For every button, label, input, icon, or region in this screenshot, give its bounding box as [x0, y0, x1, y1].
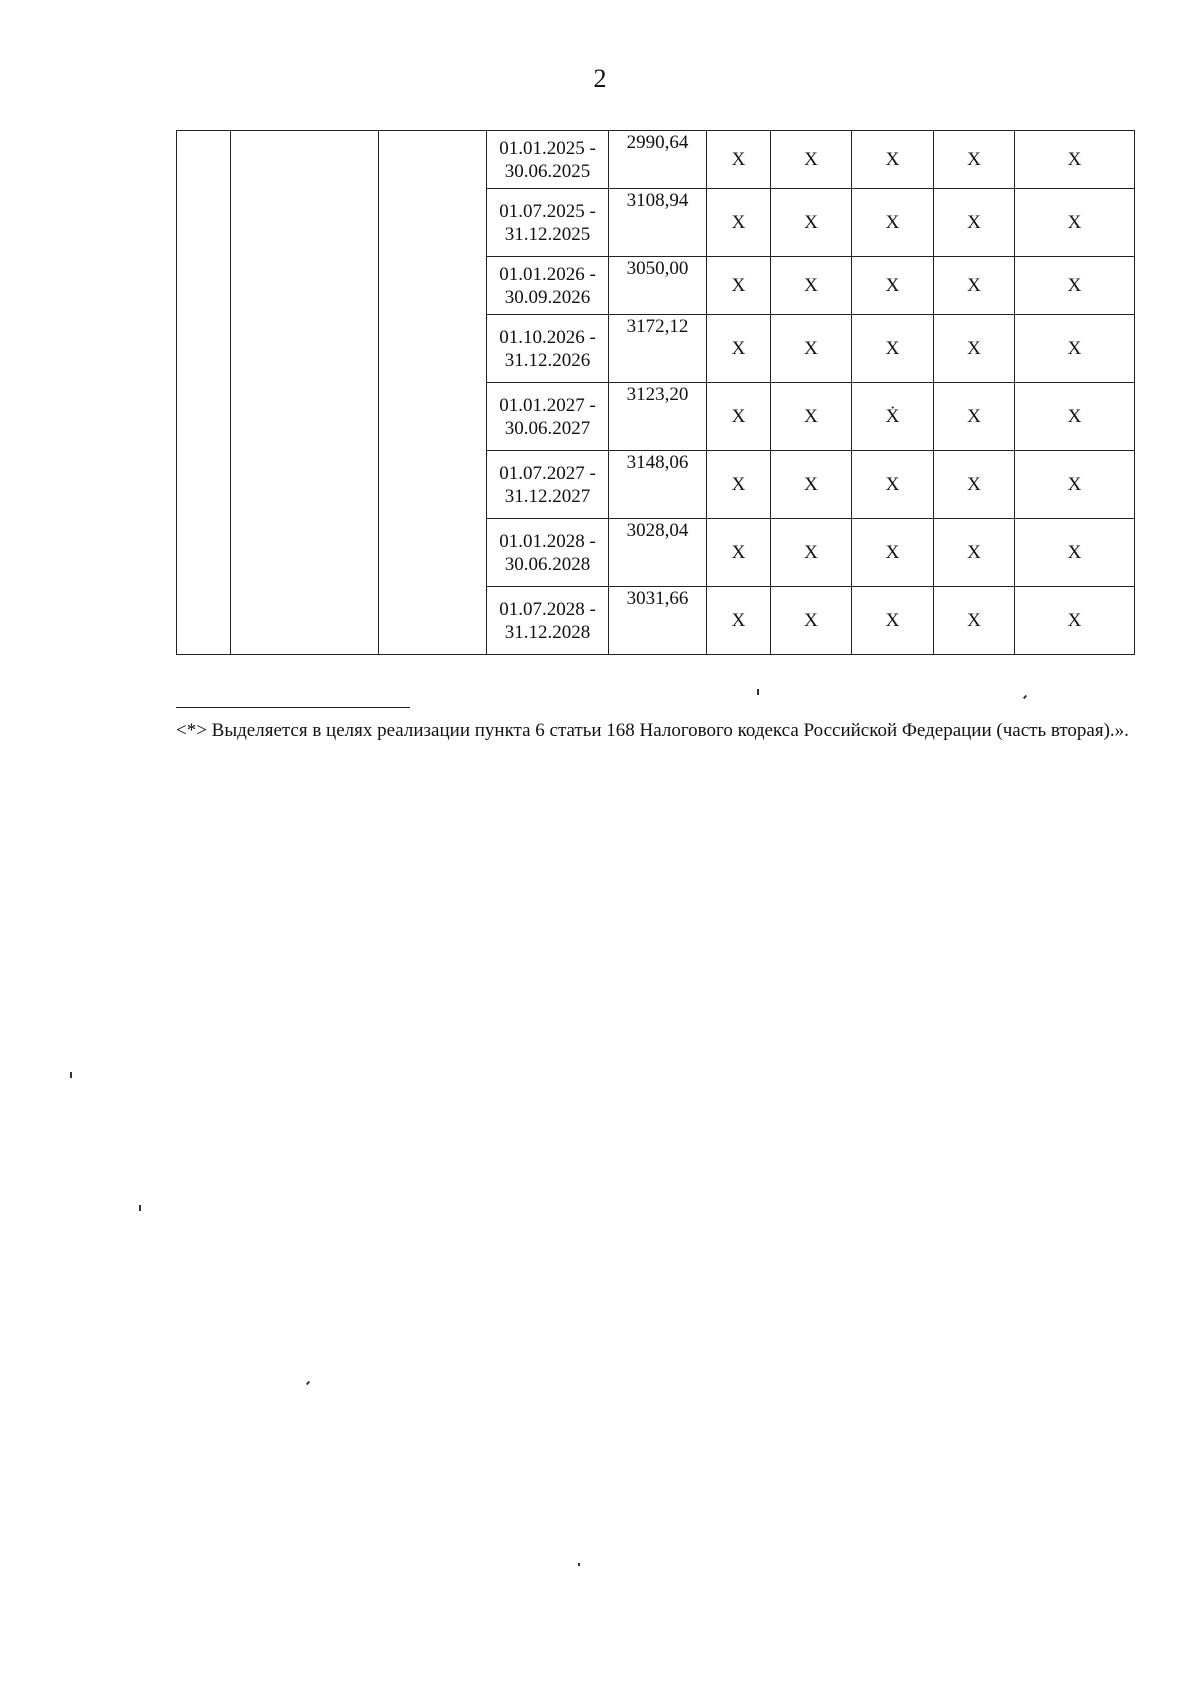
scan-speck: [70, 1072, 72, 1078]
scan-speck: [578, 1563, 580, 1566]
period-end: 31.12.2028: [504, 621, 591, 643]
period-end: 31.12.2026: [504, 349, 591, 371]
period-end: 30.06.2025: [504, 160, 591, 182]
period-cell: [487, 383, 609, 451]
x-mark-cell: X: [707, 587, 771, 655]
x-mark-cell: X: [934, 383, 1015, 451]
empty-column-2: [231, 131, 379, 655]
period-start: 01.07.2028 -: [499, 598, 596, 620]
tariff-table-body: [177, 131, 1135, 655]
period-start: 01.01.2025 -: [499, 137, 596, 159]
scan-speck: [757, 689, 759, 695]
period-cell: [487, 131, 609, 189]
x-mark-cell: X: [852, 257, 934, 315]
x-mark-cell: X: [707, 451, 771, 519]
period-start: 01.07.2025 -: [499, 200, 596, 222]
empty-column-1: [177, 131, 231, 655]
period-end: 30.06.2028: [504, 553, 591, 575]
value-cell: 3031,66: [609, 587, 707, 655]
scan-speck: [139, 1205, 141, 1211]
x-mark-cell: X: [707, 519, 771, 587]
period-start: 01.10.2026 -: [499, 326, 596, 348]
tariff-table: [176, 130, 1135, 655]
value-cell: 2990,64: [609, 131, 707, 189]
period-cell: [487, 189, 609, 257]
x-mark-cell: X: [852, 131, 934, 189]
x-mark-cell: X: [934, 451, 1015, 519]
x-mark-cell: X: [771, 383, 852, 451]
x-mark-cell: X: [934, 587, 1015, 655]
x-mark-cell: X: [1015, 587, 1135, 655]
x-mark-cell: X: [707, 315, 771, 383]
value-cell: 3123,20: [609, 383, 707, 451]
x-mark-cell: X: [852, 315, 934, 383]
x-mark-cell: X: [934, 189, 1015, 257]
period-end: 31.12.2027: [504, 485, 591, 507]
footnote-text: <*> Выделяется в целях реализации пункта 6 статьи 168 Налогового кодекса Российской Федерации (часть вторая).».: [176, 720, 1129, 741]
x-mark-cell: X: [1015, 189, 1135, 257]
x-mark-cell: X: [852, 189, 934, 257]
x-mark-cell: X: [707, 131, 771, 189]
x-mark-cell: X: [1015, 315, 1135, 383]
x-mark-cell: X: [852, 519, 934, 587]
x-mark-cell: X: [934, 131, 1015, 189]
period-start: 01.01.2026 -: [499, 263, 596, 285]
period-start: 01.01.2028 -: [499, 530, 596, 552]
value-cell: 3148,06: [609, 451, 707, 519]
x-mark-cell: X: [1015, 383, 1135, 451]
scan-speck: [306, 1381, 310, 1385]
x-mark-cell: X: [771, 131, 852, 189]
value-cell: 3172,12: [609, 315, 707, 383]
period-cell: [487, 451, 609, 519]
x-mark-cell: X: [707, 383, 771, 451]
x-mark-cell: X: [771, 451, 852, 519]
period-end: 30.06.2027: [504, 417, 591, 439]
x-mark-cell: X: [707, 257, 771, 315]
x-mark-cell: X: [934, 257, 1015, 315]
value-cell: 3050,00: [609, 257, 707, 315]
x-mark-cell: X: [1015, 131, 1135, 189]
x-mark-cell: X: [1015, 257, 1135, 315]
period-start: 01.07.2027 -: [499, 462, 596, 484]
footnote-divider: [176, 707, 410, 708]
table-row: [177, 131, 1135, 189]
x-mark-cell: X: [934, 315, 1015, 383]
x-mark-cell: X: [707, 189, 771, 257]
x-mark-cell: X: [1015, 519, 1135, 587]
period-cell: [487, 257, 609, 315]
page-number: 2: [593, 64, 607, 93]
x-mark-cell: X: [852, 451, 934, 519]
x-mark-cell: X: [771, 587, 852, 655]
period-end: 31.12.2025: [504, 223, 591, 245]
x-mark-cell: X: [934, 519, 1015, 587]
period-end: 30.09.2026: [504, 286, 591, 308]
value-cell: 3028,04: [609, 519, 707, 587]
period-start: 01.01.2027 -: [499, 394, 596, 416]
x-mark-cell: X: [771, 189, 852, 257]
x-mark-cell: X: [1015, 451, 1135, 519]
x-mark-cell: X: [771, 257, 852, 315]
value-cell: 3108,94: [609, 189, 707, 257]
x-mark-cell: X: [852, 587, 934, 655]
period-cell: [487, 315, 609, 383]
x-mark-cell: X: [771, 315, 852, 383]
scan-speck: [1023, 695, 1027, 699]
period-cell: [487, 519, 609, 587]
period-cell: [487, 587, 609, 655]
x-mark-cell: Ẋ: [852, 383, 934, 451]
empty-column-3: [379, 131, 487, 655]
x-mark-cell: X: [771, 519, 852, 587]
